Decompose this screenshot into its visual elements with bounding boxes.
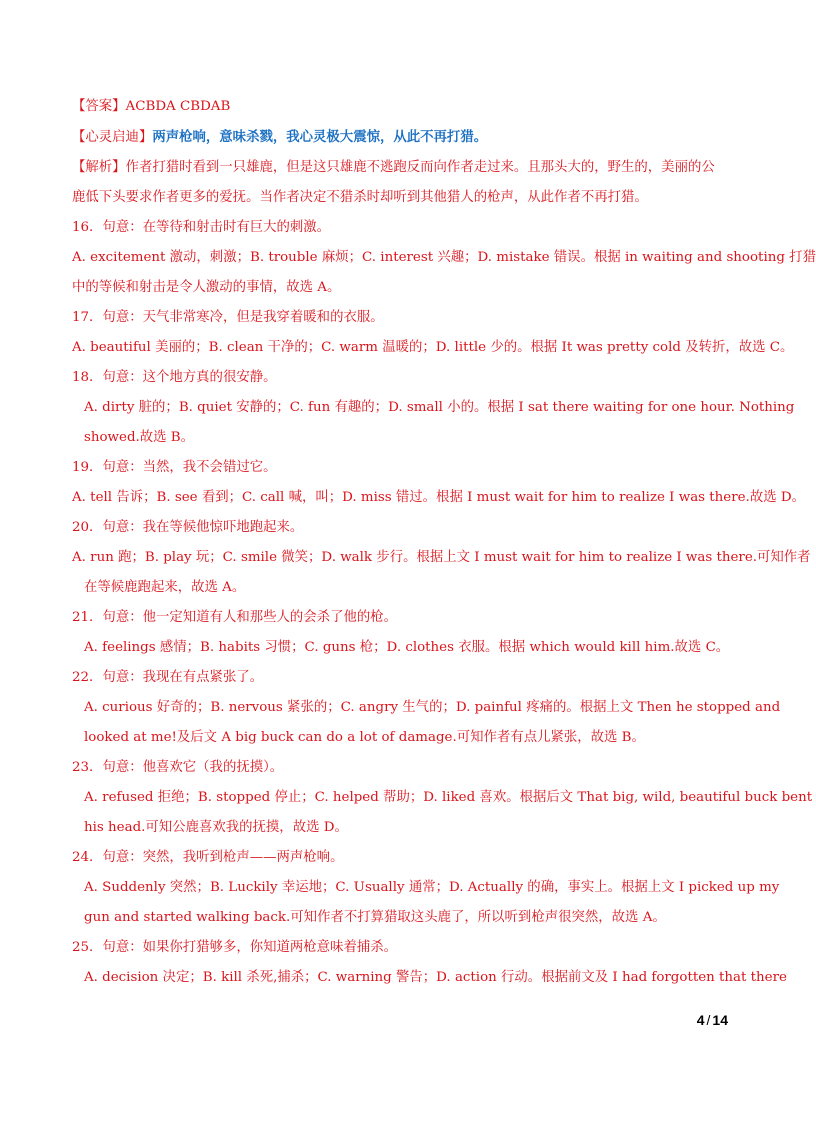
question-heading: 23．句意：他喜欢它（我的抚摸）。	[72, 760, 284, 775]
question-heading: 20．句意：我在等候他惊吓地跑起来。	[72, 520, 304, 535]
question-explanation: A. run 跑；B. play 玩；C. smile 微笑；D. walk 步行。根据上文 I must wait for him to realize I was there.可知作者	[72, 550, 811, 565]
heart-text: 两声枪响，意味杀戮，我心灵极大震惊，从此不再打猎。	[152, 129, 488, 145]
question-explanation: A. excitement 激动，刺激；B. trouble 麻烦；C. interest 兴趣；D. mistake 错误。根据 in waiting and shooting 打猎	[72, 250, 816, 265]
question-heading: 22．句意：我现在有点紧张了。	[72, 670, 264, 685]
page-separator: /	[706, 1012, 711, 1028]
question-explanation: A. beautiful 美丽的；B. clean 干净的；C. warm 温暖的；D. little 少的。根据 It was pretty cold 及转折，故选 C。	[72, 340, 794, 355]
question-heading: 24．句意：突然，我听到枪声——两声枪响。	[72, 850, 344, 865]
heart-line	[72, 122, 734, 153]
question-explanation: 在等候鹿跑起来，故选 A。	[84, 580, 246, 595]
question-heading: 19．句意：当然，我不会错过它。	[72, 460, 277, 475]
question-explanation: showed.故选 B。	[84, 430, 195, 445]
question-explanation: 中的等候和射击是令人激动的事情，故选 A。	[72, 280, 341, 295]
question-explanation: A. tell 告诉；B. see 看到；C. call 喊，叫；D. miss 错过。根据 I must wait for him to realize I was there.故选 D。	[72, 490, 805, 505]
question-explanation: A. refused 拒绝；B. stopped 停止；C. helped 帮助；D. liked 喜欢。根据后文 That big, wild, beautiful buck bent	[84, 790, 813, 805]
answer-line: 【答案】ACBDA CBDAB	[72, 99, 231, 114]
question-explanation: gun and started walking back.可知作者不打算猎取这头鹿了，所以听到枪声很突然，故选 A。	[84, 910, 666, 925]
page-current: 4	[696, 1012, 705, 1028]
page-number	[697, 1012, 728, 1028]
question-explanation: A. curious 好奇的；B. nervous 紧张的；C. angry 生气的；D. painful 疼痛的。根据上文 Then he stopped and	[84, 700, 781, 715]
question-heading: 21．句意：他一定知道有人和那些人的会杀了他的枪。	[72, 610, 398, 625]
question-explanation: A. feelings 感情；B. habits 习惯；C. guns 枪；D. clothes 衣服。根据 which would kill him.故选 C。	[84, 640, 730, 655]
question-heading: 16．句意：在等待和射击时有巨大的刺激。	[72, 220, 331, 235]
question-explanation: A. decision 决定；B. kill 杀死,捕杀；C. warning 警告；D. action 行动。根据前文及 I had forgotten that there	[84, 970, 787, 985]
analysis-line-2: 鹿低下头要求作者更多的爱抚。当作者决定不猎杀时却听到其他猎人的枪声，从此作者不再打猎。	[72, 190, 648, 205]
question-explanation: looked at me!及后文 A big buck can do a lot of damage.可知作者有点儿紧张，故选 B。	[84, 730, 645, 745]
question-explanation: A. Suddenly 突然；B. Luckily 幸运地；C. Usually 通常；D. Actually 的确，事实上。根据上文 I picked up my	[84, 880, 780, 895]
document-body	[72, 92, 816, 993]
heart-label: 【心灵启迪】	[72, 130, 153, 145]
question-heading: 18．句意：这个地方真的很安静。	[72, 370, 277, 385]
page-total: 14	[712, 1012, 728, 1028]
question-heading: 17．句意：天气非常寒冷，但是我穿着暖和的衣服。	[72, 310, 384, 325]
analysis-line-1: 【解析】作者打猎时看到一只雄鹿，但是这只雄鹿不逃跑反而向作者走过来。且那头大的，野生的，美丽的公	[72, 160, 715, 175]
question-heading: 25．句意：如果你打猎够多，你知道两枪意味着捕杀。	[72, 940, 398, 955]
question-items	[72, 213, 816, 993]
question-explanation: his head.可知公鹿喜欢我的抚摸，故选 D。	[84, 820, 348, 835]
question-explanation: A. dirty 脏的；B. quiet 安静的；C. fun 有趣的；D. small 小的。根据 I sat there waiting for one hour. Nothing	[84, 400, 795, 415]
